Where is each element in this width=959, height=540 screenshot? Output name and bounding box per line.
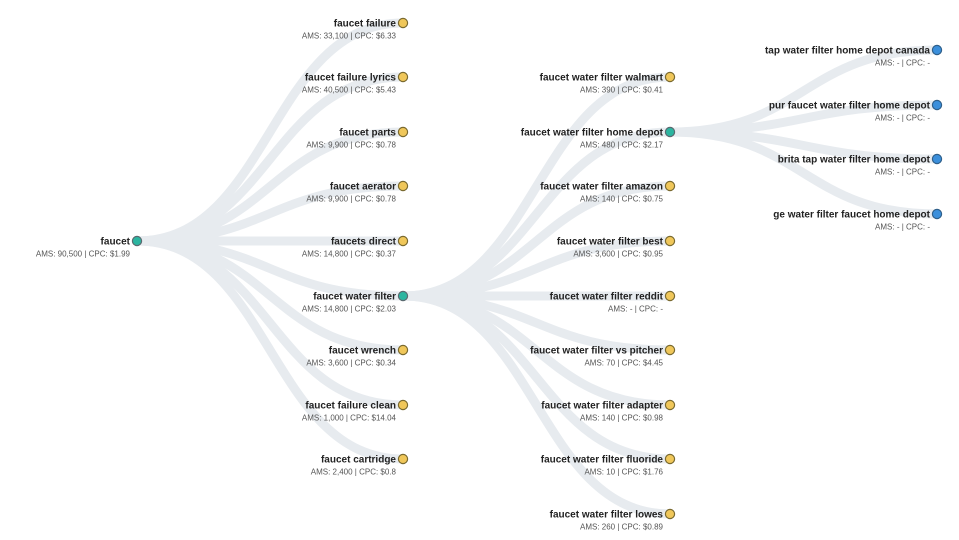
collapsed-node-icon[interactable] xyxy=(398,236,407,245)
collapsed-node-icon[interactable] xyxy=(398,345,407,354)
tree-node-faucet-cartridge[interactable] xyxy=(311,454,408,476)
node-label: brita tap water filter home depot xyxy=(777,154,930,166)
node-metrics: AMS: 480 | CPC: $2.17 xyxy=(579,140,663,150)
node-label: faucet failure clean xyxy=(305,400,396,412)
tree-node-faucet[interactable] xyxy=(36,236,142,258)
tree-node-faucet-water-filter-home-depot[interactable] xyxy=(521,127,675,149)
tree-node-ge-water-filter-faucet-home-depot[interactable] xyxy=(773,209,941,231)
node-metrics: AMS: - | CPC: - xyxy=(608,304,663,314)
node-metrics: AMS: 140 | CPC: $0.98 xyxy=(579,413,663,423)
node-label: faucet failure lyrics xyxy=(304,72,396,84)
tree-node-faucet-failure-lyrics[interactable] xyxy=(302,72,408,94)
collapsed-node-icon[interactable] xyxy=(665,509,674,518)
node-metrics: AMS: 14,800 | CPC: $2.03 xyxy=(301,304,396,314)
collapsed-node-icon[interactable] xyxy=(398,18,407,27)
node-label: tap water filter home depot canada xyxy=(764,45,930,57)
node-label: faucet water filter lowes xyxy=(549,509,663,521)
tree-node-faucet-water-filter[interactable] xyxy=(302,291,408,313)
tree-node-faucet-water-filter-adapter[interactable] xyxy=(541,400,674,422)
collapsed-node-icon[interactable] xyxy=(932,154,941,163)
node-metrics: AMS: 70 | CPC: $4.45 xyxy=(584,358,663,368)
node-label: faucet water filter fluoride xyxy=(540,454,663,466)
collapsed-node-icon[interactable] xyxy=(398,181,407,190)
node-label: faucet cartridge xyxy=(320,454,396,466)
node-metrics: AMS: 90,500 | CPC: $1.99 xyxy=(35,249,130,259)
node-label: faucet water filter reddit xyxy=(549,291,663,303)
expanded-node-icon[interactable] xyxy=(665,127,674,136)
collapsed-node-icon[interactable] xyxy=(665,72,674,81)
node-metrics: AMS: 9,900 | CPC: $0.78 xyxy=(306,194,396,204)
node-metrics: AMS: 2,400 | CPC: $0.8 xyxy=(310,467,396,477)
node-label: faucet aerator xyxy=(329,181,396,193)
node-label: faucet failure xyxy=(333,18,396,30)
node-label: faucet wrench xyxy=(328,345,396,357)
collapsed-node-icon[interactable] xyxy=(398,127,407,136)
node-label: faucet water filter best xyxy=(556,236,663,248)
tree-links xyxy=(137,23,937,514)
node-metrics: AMS: 33,100 | CPC: $6.33 xyxy=(301,31,396,41)
tree-node-faucet-water-filter-walmart[interactable] xyxy=(540,72,675,94)
collapsed-node-icon[interactable] xyxy=(665,400,674,409)
tree-node-faucet-parts[interactable] xyxy=(306,127,407,149)
tree-node-faucet-water-filter-reddit[interactable] xyxy=(550,291,675,313)
node-label: faucet parts xyxy=(339,127,396,139)
collapsed-node-icon[interactable] xyxy=(665,181,674,190)
node-metrics: AMS: 40,500 | CPC: $5.43 xyxy=(301,85,396,95)
collapsed-node-icon[interactable] xyxy=(665,291,674,300)
collapsed-node-icon[interactable] xyxy=(665,236,674,245)
node-metrics: AMS: 9,900 | CPC: $0.78 xyxy=(306,140,396,150)
node-label: faucet water filter walmart xyxy=(539,72,663,84)
node-metrics: AMS: - | CPC: - xyxy=(875,113,930,123)
tree-node-faucet-water-filter-amazon[interactable] xyxy=(540,181,674,203)
node-label: faucet xyxy=(100,236,130,248)
collapsed-node-icon[interactable] xyxy=(932,100,941,109)
expanded-node-icon[interactable] xyxy=(132,236,141,245)
node-metrics: AMS: 3,600 | CPC: $0.34 xyxy=(306,358,396,368)
node-metrics: AMS: 140 | CPC: $0.75 xyxy=(579,194,663,204)
expanded-node-icon[interactable] xyxy=(398,291,407,300)
node-metrics: AMS: 390 | CPC: $0.41 xyxy=(579,85,663,95)
node-metrics: AMS: - | CPC: - xyxy=(875,58,930,68)
tree-node-faucet-water-filter-best[interactable] xyxy=(557,236,675,258)
node-label: ge water filter faucet home depot xyxy=(773,209,930,221)
collapsed-node-icon[interactable] xyxy=(398,454,407,463)
node-label: faucets direct xyxy=(330,236,396,248)
node-label: faucet water filter home depot xyxy=(520,127,663,139)
tree-node-faucet-wrench[interactable] xyxy=(306,345,407,367)
tree-node-faucet-water-filter-lowes[interactable] xyxy=(550,509,675,531)
collapsed-node-icon[interactable] xyxy=(932,45,941,54)
tree-node-faucet-failure[interactable] xyxy=(302,18,408,40)
node-metrics: AMS: - | CPC: - xyxy=(875,167,930,177)
node-label: faucet water filter amazon xyxy=(540,181,663,193)
node-label: faucet water filter adapter xyxy=(541,400,663,412)
collapsed-node-icon[interactable] xyxy=(665,345,674,354)
node-metrics: AMS: 3,600 | CPC: $0.95 xyxy=(573,249,663,259)
node-metrics: AMS: 1,000 | CPC: $14.04 xyxy=(301,413,396,423)
collapsed-node-icon[interactable] xyxy=(398,72,407,81)
collapsed-node-icon[interactable] xyxy=(932,209,941,218)
tree-node-faucet-water-filter-fluoride[interactable] xyxy=(541,454,675,476)
collapsed-node-icon[interactable] xyxy=(665,454,674,463)
collapsed-node-icon[interactable] xyxy=(398,400,407,409)
node-metrics: AMS: - | CPC: - xyxy=(875,222,930,232)
node-label: pur faucet water filter home depot xyxy=(768,100,930,112)
tree-node-faucet-failure-clean[interactable] xyxy=(302,400,408,422)
node-label: faucet water filter xyxy=(313,291,396,303)
node-label: faucet water filter vs pitcher xyxy=(530,345,663,357)
node-metrics: AMS: 14,800 | CPC: $0.37 xyxy=(301,249,396,259)
node-metrics: AMS: 10 | CPC: $1.76 xyxy=(584,467,663,477)
node-metrics: AMS: 260 | CPC: $0.89 xyxy=(579,522,663,532)
